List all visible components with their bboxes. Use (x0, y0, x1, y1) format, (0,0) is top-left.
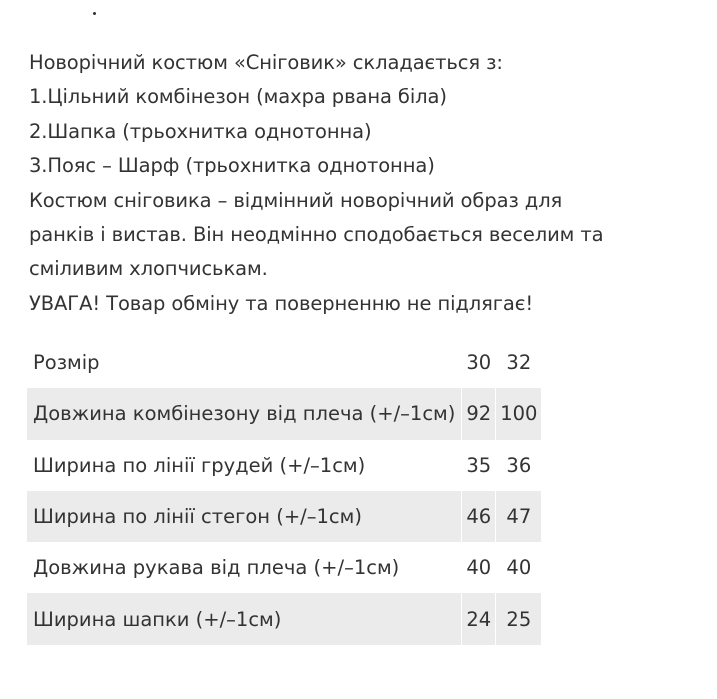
item-2: 2.Шапка (трьохнитка однотонна) (29, 119, 372, 143)
row-value: 25 (496, 593, 542, 644)
size-table (27, 337, 542, 645)
bullet-dot (93, 12, 96, 15)
table-row (27, 542, 542, 593)
warning-text: УВАГА! Товар обміну та поверненню не підлягає! (29, 291, 534, 315)
row-value: 46 (462, 491, 496, 542)
row-value: 40 (462, 542, 496, 593)
description-text-1: Костюм сніговика – відмінний новорічний образ для (29, 188, 563, 212)
row-label: Довжина комбінезону від плеча (+/–1см) (27, 388, 462, 439)
header-size-32: 32 (496, 337, 542, 388)
row-label: Ширина шапки (+/–1см) (27, 593, 462, 644)
row-value: 100 (496, 388, 542, 439)
row-label: Довжина рукава від плеча (+/–1см) (27, 542, 462, 593)
description-text-2: ранків і вистав. Він неодмінно сподобається веселим та (29, 223, 604, 247)
row-value: 36 (496, 440, 542, 491)
table-header-row (27, 337, 542, 388)
item-3: 3.Пояс – Шарф (трьохнитка однотонна) (29, 154, 435, 178)
header-size-30: 30 (462, 337, 496, 388)
row-value: 35 (462, 440, 496, 491)
description-text-3: сміливим хлопчиськам. (29, 257, 268, 281)
item-1: 1.Цільний комбінезон (махра рвана біла) (29, 85, 447, 109)
row-value: 92 (462, 388, 496, 439)
table-row (27, 440, 542, 491)
row-label: Ширина по лінії стегон (+/–1см) (27, 491, 462, 542)
row-value: 47 (496, 491, 542, 542)
row-value: 24 (462, 593, 496, 644)
table-row (27, 491, 542, 542)
product-description (29, 46, 709, 321)
table-row (27, 593, 542, 644)
table-row (27, 388, 542, 439)
description-title: Новорічний костюм «Сніговик» складається з: (29, 51, 503, 74)
header-size-label: Розмір (27, 337, 462, 388)
row-value: 40 (496, 542, 542, 593)
row-label: Ширина по лінії грудей (+/–1см) (27, 440, 462, 491)
